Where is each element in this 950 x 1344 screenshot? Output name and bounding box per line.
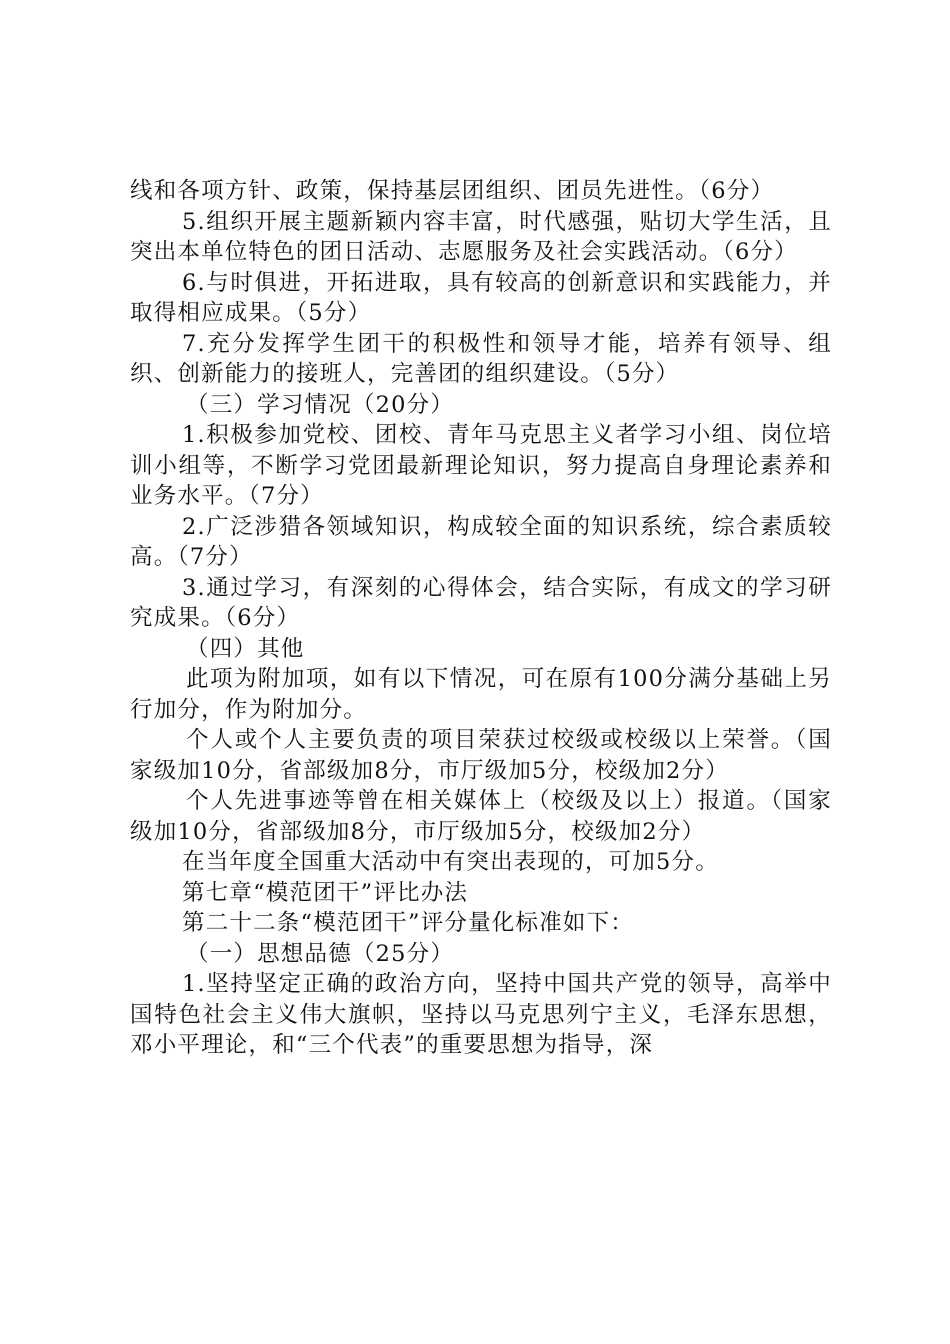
document-body (130, 176, 832, 1061)
article-heading: 第二十二条“模范团干”评分量化标准如下： (182, 910, 635, 936)
paragraph: 6.与时俱进，开拓进取，具有较高的创新意识和实践能力，并取得相应成果。（5分） (130, 269, 832, 326)
chapter-heading: 第七章“模范团干”评比办法 (182, 879, 469, 906)
paragraph: 3.通过学习，有深刻的心得体会，结合实际，有成文的学习研究成果。（6分） (130, 574, 832, 631)
section-heading: （三）学习情况（20分） (186, 391, 455, 418)
paragraph: 个人或个人主要负责的项目荣获过校级或校级以上荣誉。（国家级加10分，省部级加8分，市厅级加5分，校级加2分） (130, 727, 832, 784)
paragraph: 1.积极参加党校、团校、青年马克思主义者学习小组、岗位培训小组等，不断学习党团最新理论知识，努力提高自身理论素养和业务水平。（7分） (130, 422, 832, 509)
paragraph: 线和各项方针、政策，保持基层团组织、团员先进性。（6分） (130, 178, 775, 204)
section-heading: （四）其他 (186, 635, 305, 662)
paragraph: 7.充分发挥学生团干的积极性和领导才能，培养有领导、组织、创新能力的接班人，完善团的组织建设。（5分） (130, 330, 832, 387)
paragraph: 2.广泛涉猎各领域知识，构成较全面的知识系统，综合素质较高。（7分） (130, 513, 832, 570)
paragraph: 5.组织开展主题新颖内容丰富，时代感强，贴切大学生活，且突出本单位特色的团日活动、志愿服务及社会实践活动。（6分） (130, 208, 832, 265)
paragraph: 此项为附加项，如有以下情况，可在原有100分满分基础上另行加分，作为附加分。 (130, 666, 832, 723)
section-heading: （一）思想品德（25分） (186, 940, 455, 967)
paragraph: 在当年度全国重大活动中有突出表现的，可加5分。 (182, 849, 719, 875)
paragraph: 个人先进事迹等曾在相关媒体上（校级及以上）报道。（国家级加10分，省部级加8分，市厅级加5分，校级加2分） (130, 788, 832, 845)
paragraph: 1.坚持坚定正确的政治方向，坚持中国共产党的领导，高举中国特色社会主义伟大旗帜，坚持以马克思列宁主义，毛泽东思想，邓小平理论，和“三个代表”的重要思想为指导，深 (130, 971, 832, 1058)
